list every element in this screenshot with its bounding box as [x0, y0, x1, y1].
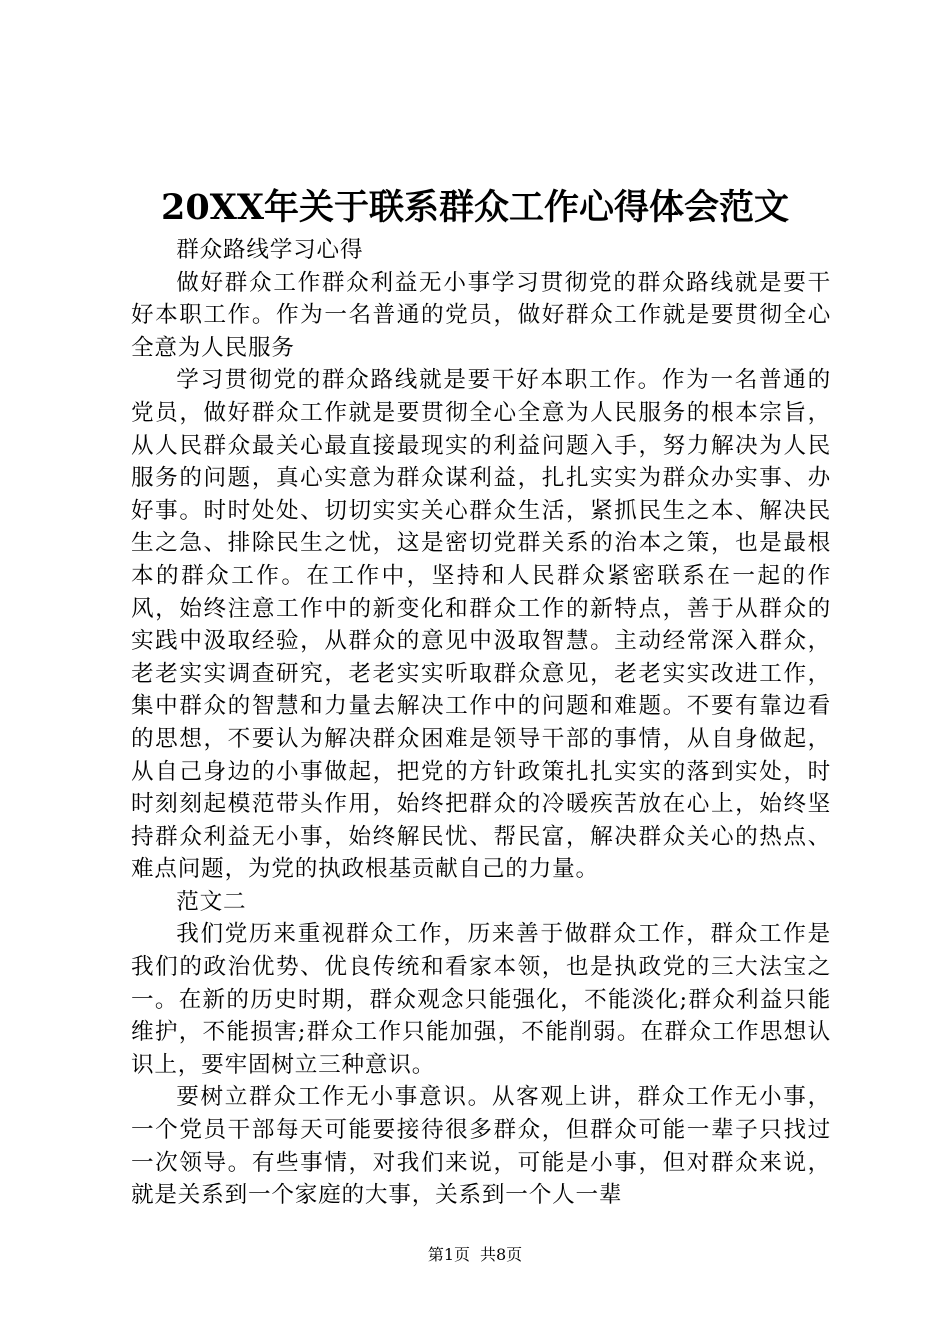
document-title: 20XX年关于联系群众工作心得体会范文: [160, 187, 790, 228]
paragraph: 我们党历来重视群众工作，历来善于做群众工作，群众工作是我们的政治优势、优良传统和看家本领，也是执政党的三大法宝之一。在新的历史时期，群众观念只能强化，不能淡化;群众利益只能维护，不能损害;群众工作只能加强，不能削弱。在群众工作思想认识上，要牢固树立三种意识。: [131, 921, 831, 1078]
page-footer: [0, 1243, 950, 1267]
paragraph-section-heading: 范文二: [176, 888, 247, 915]
paragraph-subtitle: 群众路线学习心得: [176, 237, 364, 263]
page-total: 共8页: [480, 1245, 523, 1264]
paragraph: 要树立群众工作无小事意识。从客观上讲，群众工作无小事，一个党员干部每天可能要接待很多群众，但群众可能一辈子只找过一次领导。有些事情，对我们来说，可能是小事，但对群众来说，就是关系到一个家庭的大事，关系到一个人一辈: [131, 1084, 831, 1209]
page-number: 第1页: [427, 1245, 470, 1264]
document-body: [131, 234, 831, 1212]
paragraph: 做好群众工作群众利益无小事学习贯彻党的群众路线就是要干好本职工作。作为一名普通的党员，做好群众工作就是要贯彻全心全意为人民服务: [131, 269, 831, 361]
paragraph: 学习贯彻党的群众路线就是要干好本职工作。作为一名普通的党员，做好群众工作就是要贯彻全心全意为人民服务的根本宗旨，从人民群众最关心最直接最现实的利益问题入手，努力解决为人民服务的问题，真心实意为群众谋利益，扎扎实实为群众办实事、办好事。时时处处、切切实实关心群众生活，紧抓民生之本、解决民生之急、排除民生之忧，这是密切党群关系的治本之策，也是最根本的群众工作。在工作中，坚持和人民群众紧密联系在一起的作风，始终注意工作中的新变化和群众工作的新特点，善于从群众的实践中汲取经验，从群众的意见中汲取智慧。主动经常深入群众，老老实实调查研究，老老实实听取群众意见，老老实实改进工作，集中群众的智慧和力量去解决工作中的问题和难题。不要有靠边看的思想，不要认为解决群众困难是领导干部的事情，从自身做起，从自己身边的小事做起，把党的方针政策扎扎实实的落到实处，时时刻刻起模范带头作用，始终把群众的冷暖疾苦放在心上，始终坚持群众利益无小事，始终解民忧、帮民富，解决群众关心的热点、难点问题，为党的执政根基贡献自己的力量。: [131, 367, 831, 883]
